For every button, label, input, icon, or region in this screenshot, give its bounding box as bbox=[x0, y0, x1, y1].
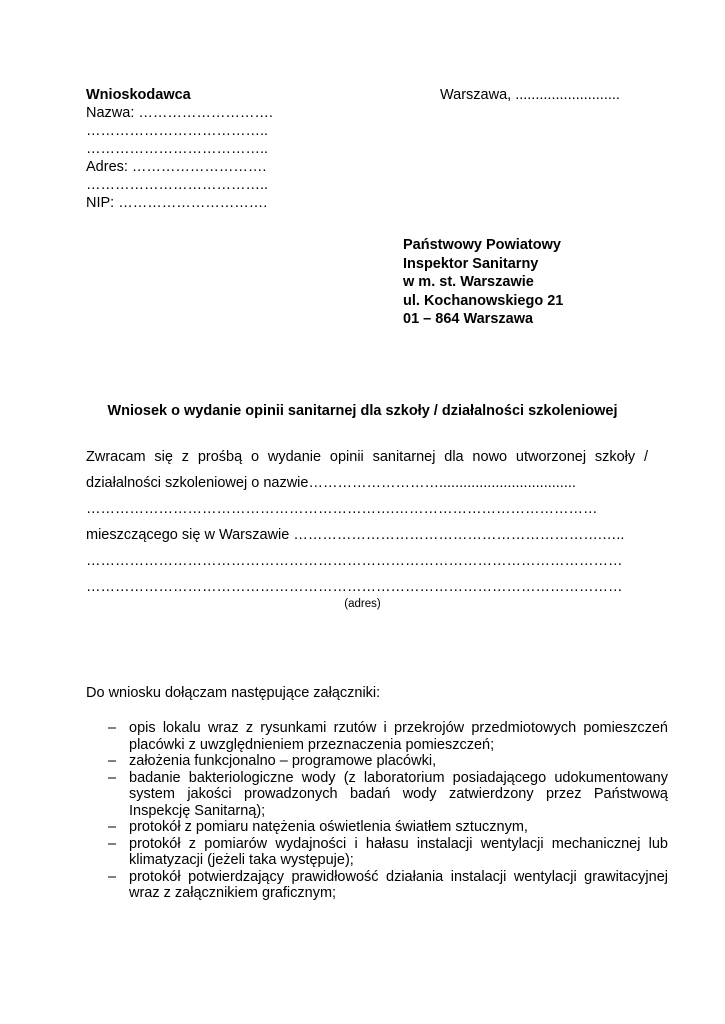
attachments-intro: Do wniosku dołączam następujące załączniki: bbox=[86, 685, 381, 701]
recipient-line-5: 01 – 864 Warszawa bbox=[403, 311, 534, 328]
applicant-nip-field: NIP: …………………………. bbox=[86, 195, 268, 211]
recipient-line-4: ul. Kochanowskiego 21 bbox=[403, 292, 564, 309]
applicant-name-field: Nazwa: ………………………. bbox=[86, 105, 273, 121]
recipient-block bbox=[403, 236, 563, 329]
list-dash: – bbox=[108, 769, 117, 786]
body-line-5: ………………………………………………………………………………………………… bbox=[86, 553, 623, 569]
list-item-text: założenia funkcjonalno – programowe placówki, bbox=[129, 753, 437, 769]
list-dash: – bbox=[108, 720, 117, 736]
list-item-text: opis lokalu wraz z rysunkami rzutów i przekrojów przedmiotowych pomieszczeń placówki z uwzględnieniem przeznaczenia pomieszczeń; bbox=[129, 720, 668, 753]
body-line-1: Zwracam się z prośbą o wydanie opinii sanitarnej dla nowo utworzonej szkoły / bbox=[86, 449, 648, 465]
body-line-4: mieszczącego się w Warszawie ……………………………………………………….….. bbox=[86, 527, 625, 543]
applicant-address-field: Adres: ………………………. bbox=[86, 159, 267, 175]
list-item-text: protokół z pomiaru natężenia oświetlenia światłem sztucznym, bbox=[129, 819, 528, 835]
recipient-line-1: Państwowy Powiatowy bbox=[403, 237, 561, 253]
list-dash: – bbox=[108, 819, 117, 835]
list-item bbox=[108, 720, 668, 753]
applicant-heading: Wnioskodawca bbox=[86, 87, 191, 103]
address-caption: (adres) bbox=[344, 598, 381, 610]
document-title: Wniosek o wydanie opinii sanitarnej dla szkoły / działalności szkoleniowej bbox=[107, 403, 618, 419]
recipient-line-3: w m. st. Warszawie bbox=[403, 274, 534, 291]
list-item bbox=[108, 836, 668, 869]
applicant-blank-line-1: ……………………………….. bbox=[86, 123, 269, 139]
list-dash: – bbox=[108, 835, 117, 852]
list-item bbox=[108, 869, 668, 902]
list-item-text: protokół potwierdzający prawidłowość działania instalacji wentylacji grawitacyjnej wraz z załącznikiem graficznym; bbox=[129, 868, 668, 901]
body-line-6: ………………………………………………………………………………………………… bbox=[86, 579, 623, 595]
list-item bbox=[108, 819, 668, 836]
list-item bbox=[108, 770, 668, 820]
applicant-block bbox=[86, 86, 406, 212]
list-item-text: protokół z pomiarów wydajności i hałasu instalacji wentylacji mechanicznej lub klimatyzacji (jeżeli taka występuje); bbox=[129, 835, 668, 868]
place-date: Warszawa, .......................... bbox=[440, 87, 620, 103]
recipient-line-2: Inspektor Sanitarny bbox=[403, 255, 539, 272]
attachments-list bbox=[108, 720, 668, 902]
body-line-2: działalności szkoleniowej o nazwie……………………….................................. bbox=[86, 475, 576, 491]
list-dash: – bbox=[108, 868, 117, 885]
body-line-3: ……………………………………………………….…………………………………… bbox=[86, 501, 598, 517]
applicant-blank-line-2: ……………………………….. bbox=[86, 141, 269, 157]
list-dash: – bbox=[108, 753, 117, 769]
applicant-blank-line-3: ……………………………….. bbox=[86, 177, 269, 193]
request-body bbox=[86, 444, 648, 600]
list-item-text: badanie bakteriologiczne wody (z laboratorium posiadającego udokumentowany system jakości prowadzonych badań wody zatwierdzony przez Państwową Inspekcję Sanitarną); bbox=[129, 769, 668, 819]
list-item bbox=[108, 753, 668, 770]
